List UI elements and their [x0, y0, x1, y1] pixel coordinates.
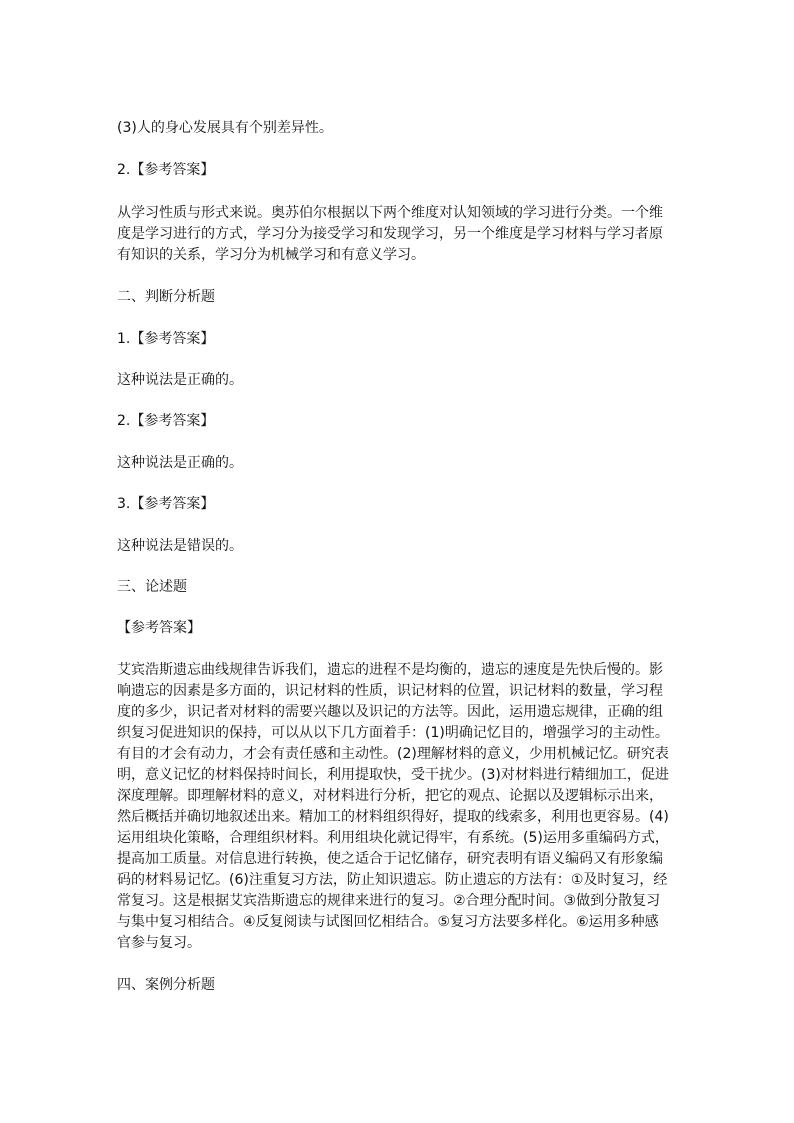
- text-line: 然后概括并确切地叙述出来。精加工的材料组织得好，提取的线索多，利用也更容易。(4): [117, 809, 669, 825]
- text-line: 有知识的关系，学习分为机械学习和有意义学习。: [117, 247, 425, 263]
- text-line: 有目的才会有动力，才会有责任感和主动性。(2)理解材料的意义，少用机械记忆。研究表: [117, 746, 669, 762]
- section-heading: [117, 975, 215, 996]
- text-line: 这种说法是错误的。: [117, 538, 243, 554]
- answer-heading: [117, 494, 214, 515]
- section-heading: [117, 577, 187, 598]
- text-line: 与集中复习相结合。④反复阅读与试图回忆相结合。⑤复习方法要多样化。⑥运用多种感: [117, 914, 659, 930]
- paragraph: [117, 660, 669, 954]
- answer-heading: [117, 160, 214, 181]
- text-line: 2.【参考答案】: [117, 413, 215, 429]
- text-line: (3)人的身心发展具有个别差异性。: [117, 120, 333, 136]
- text-line: 从学习性质与形式来说。奥苏伯尔根据以下两个维度对认知领域的学习进行分类。一个维: [117, 205, 663, 221]
- text-line: 提高加工质量。对信息进行转换，使之适合于记忆储存，研究表明有语义编码又有形象编: [117, 851, 663, 867]
- text-line: [117, 118, 333, 139]
- text-line: 三、论述题: [117, 579, 187, 595]
- text-line: 度是学习进行的方式，学习分为接受学习和发现学习，另一个维度是学习材料与学习者原: [117, 226, 663, 242]
- text-line: 四、案例分析题: [117, 977, 215, 993]
- text-line: 二、判断分析题: [117, 289, 215, 305]
- text-line: 度的多少，识记者对材料的需要兴趣以及识记的方法等。因此，运用遗忘规律，正确的组: [117, 704, 663, 720]
- text-line: 艾宾浩斯遗忘曲线规律告诉我们，遗忘的进程不是均衡的，遗忘的速度是先快后慢的。影: [117, 662, 663, 678]
- answer-text: [117, 370, 243, 391]
- section-heading: [117, 287, 215, 308]
- text-line: 这种说法是正确的。: [117, 455, 243, 471]
- text-line: 织复习促进知识的保持，可以从以下几方面着手：(1)明确记忆目的，增强学习的主动性。: [117, 725, 669, 741]
- text-line: 常复习。这是根据艾宾浩斯遗忘的规律来进行的复习。②合理分配时间。③做到分散复习: [117, 893, 661, 909]
- text-line: 2.【参考答案】: [117, 162, 215, 178]
- text-line: 这种说法是正确的。: [117, 372, 243, 388]
- text-line: 码的材料易记忆。(6)注重复习方法，防止知识遗忘。防止遗忘的方法有：①及时复习，经: [117, 872, 668, 888]
- text-line: 运用组块化策略，合理组织材料。利用组块化就记得牢，有系统。(5)运用多重编码方式，: [117, 830, 669, 846]
- answer-heading: [117, 618, 201, 639]
- answer-heading: [117, 329, 214, 350]
- text-line: 响遗忘的因素是多方面的，识记材料的性质，识记材料的位置，识记材料的数量，学习程: [117, 683, 663, 699]
- answer-text: [117, 536, 243, 557]
- text-line: 明，意义记忆的材料保持时间长，利用提取快，受干扰少。(3)对材料进行精细加工，促进: [117, 767, 669, 783]
- text-line: 官参与复习。: [117, 935, 201, 951]
- answer-text: [117, 453, 243, 474]
- text-line: 1.【参考答案】: [117, 331, 215, 347]
- text-line: 深度理解。即理解材料的意义，对材料进行分析，把它的观点、论据以及逻辑标示出来，: [117, 788, 663, 804]
- text-line: 3.【参考答案】: [117, 496, 215, 512]
- text-line: 【参考答案】: [117, 620, 201, 636]
- answer-heading: [117, 411, 214, 432]
- paragraph: [117, 203, 663, 266]
